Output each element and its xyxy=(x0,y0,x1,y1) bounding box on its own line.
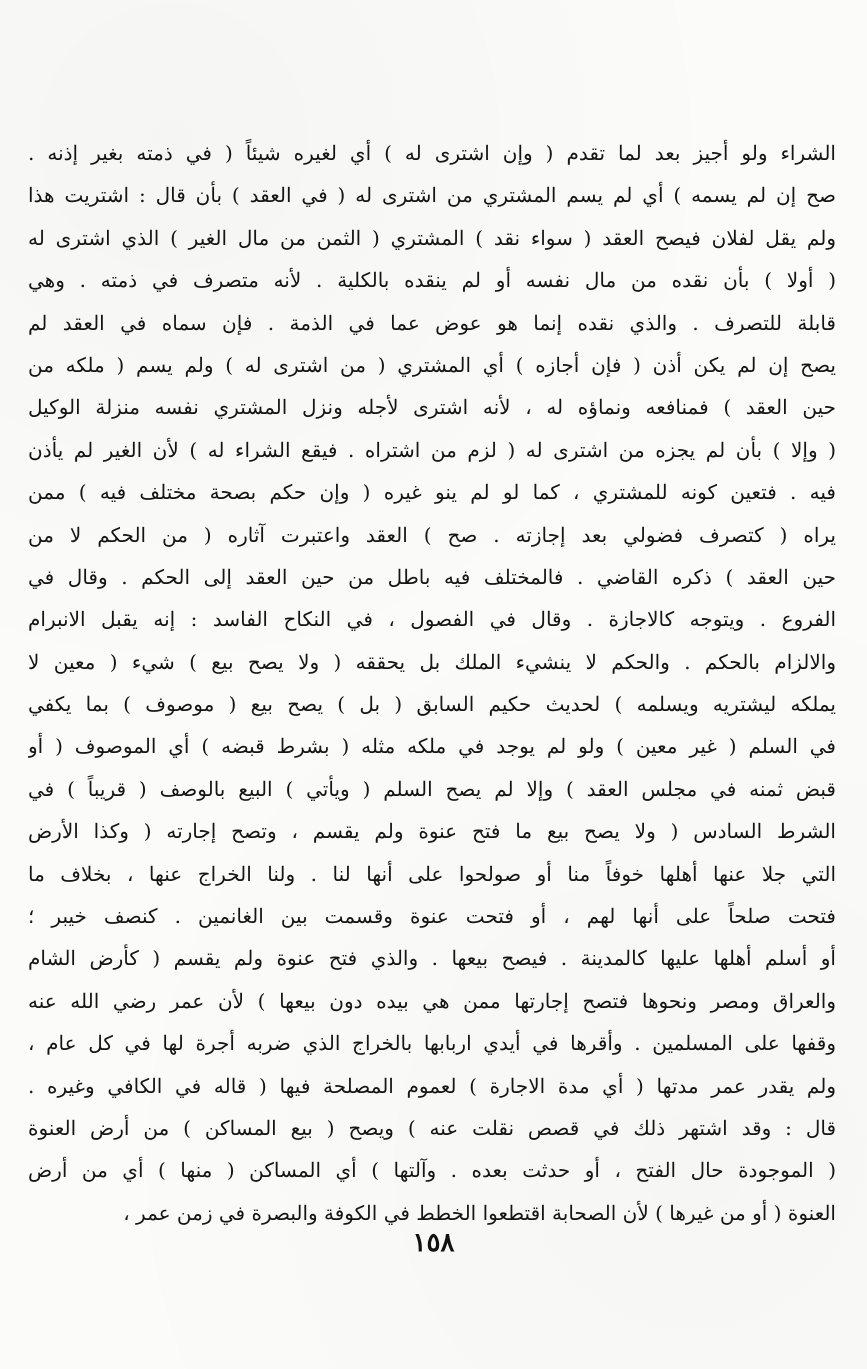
text-line: في السلم ( غير معين ) ولو لم يوجد في ملكه مثله ( بشرط قبضه ) أي الموصوف ( أو xyxy=(28,734,836,759)
text-line: قال : وقد اشتهر ذلك في قصص نقلت عنه ) ويصح ( بيع المساكن ) من أرض العنوة xyxy=(28,1115,836,1140)
text-line: يملكه ليشتريه ويسلمه ) لحديث حكيم السابق ( بل ) يصح بيع ( موصوف ) بما يكفي xyxy=(28,692,836,717)
text-line: ( وإلا ) بأن لم يجزه من اشترى له ( لزم من اشتراه . فيقع الشراء له ) لأن الغير لم يأذن xyxy=(28,437,836,462)
page-body-text xyxy=(28,132,836,1234)
text-line: التي جلا عنها أهلها خوفاً منا أو صولحوا على أنها لنا . ولنا الخراج عنها ، بخلاف ما xyxy=(28,861,836,886)
text-line: ولم يقدر عمر مدتها ( أي مدة الاجارة ) لعموم المصلحة فيها ( قاله في الكافي وغيره . xyxy=(28,1073,836,1098)
text-line: وقفها على المسلمين . وأقرها في أيدي اربابها بالخراج الذي ضربه أجرة لها في كل عام ، xyxy=(28,1031,836,1056)
text-line: قبض ثمنه في مجلس العقد ) وإلا لم يصح السلم ( ويأتي ) البيع بالوصف ( قريباً ) في xyxy=(28,776,836,801)
text-line: يراه ( كتصرف فضولي بعد إجازته . صح ) العقد واعتبرت آثاره ( من الحكم لا من xyxy=(28,522,836,547)
text-line: ( الموجودة حال الفتح ، أو حدثت بعده . وآلتها ) أي المساكن ( منها ) أي من أرض xyxy=(28,1158,836,1183)
text-line: ولم يقل لفلان فيصح العقد ( سواء نقد ) المشتري ( الثمن من مال الغير ) الذي اشترى له xyxy=(28,225,836,250)
text-line: ( أولا ) بأن نقده من مال نفسه أو لم ينقده بالكلية . لأنه متصرف في ذمته . وهي xyxy=(28,268,836,293)
text-line: فيه . فتعين كونه للمشتري ، كما لو لم ينو غيره ( وإن حكم بصحة مختلف فيه ) ممن xyxy=(28,480,836,505)
text-line: صح إن لم يسمه ) أي لم يسم المشتري من اشترى له ( في العقد ) بأن قال : اشتريت هذا xyxy=(28,183,836,208)
text-line: حين العقد ) فمنافعه ونماؤه له ، لأنه اشترى لأجله ونزل المشتري نفسه منزلة الوكيل xyxy=(28,395,836,420)
text-line: فتحت صلحاً على أنها لهم ، أو فتحت عنوة وقسمت بين الغانمين . كنصف خيبر ؛ xyxy=(28,904,836,929)
text-line: حين العقد ) ذكره القاضي . فالمختلف فيه باطل من حين العقد إلى الحكم . وقال في xyxy=(28,564,836,589)
text-line: والعراق ومصر ونحوها فتصح إجارتها ممن هي بيده دون بيعها ) لأن عمر رضي الله عنه xyxy=(28,988,836,1013)
text-line: العنوة ( أو من غيرها ) لأن الصحابة اقتطعوا الخطط في الكوفة والبصرة في زمن عمر ، xyxy=(123,1200,836,1225)
text-line: الفروع . ويتوجه كالاجازة . وقال في الفصول ، في النكاح الفاسد : إنه يقبل الانبرام xyxy=(28,607,836,632)
text-line: أو أسلم أهلها عليها كالمدينة . فيصح بيعها . والذي فتح عنوة ولم يقسم ( كأرض الشام xyxy=(28,946,836,971)
page-number: ١٥٨ xyxy=(412,1228,455,1258)
text-line: الشراء ولو أجيز بعد لما تقدم ( وإن اشترى له ) أي لغيره شيئاً ( في ذمته بغير إذنه . xyxy=(28,141,836,165)
text-line: يصح إن لم يكن أذن ( فإن أجازه ) أي المشتري ( من اشترى له ) ولم يسم ( ملكه من xyxy=(28,352,836,377)
text-line: الشرط السادس ( ولا يصح بيع ما فتح عنوة ولم يقسم ، وتصح إجارته ( وكذا الأرض xyxy=(28,819,836,844)
text-line: والالزام بالحكم . والحكم لا ينشيء الملك بل يحققه ( ولا يصح بيع ) شيء ( معين لا xyxy=(28,649,836,674)
text-line: قابلة للتصرف . والذي نقده إنما هو عوض عما في الذمة . فإن سماه في العقد لم xyxy=(28,310,836,335)
